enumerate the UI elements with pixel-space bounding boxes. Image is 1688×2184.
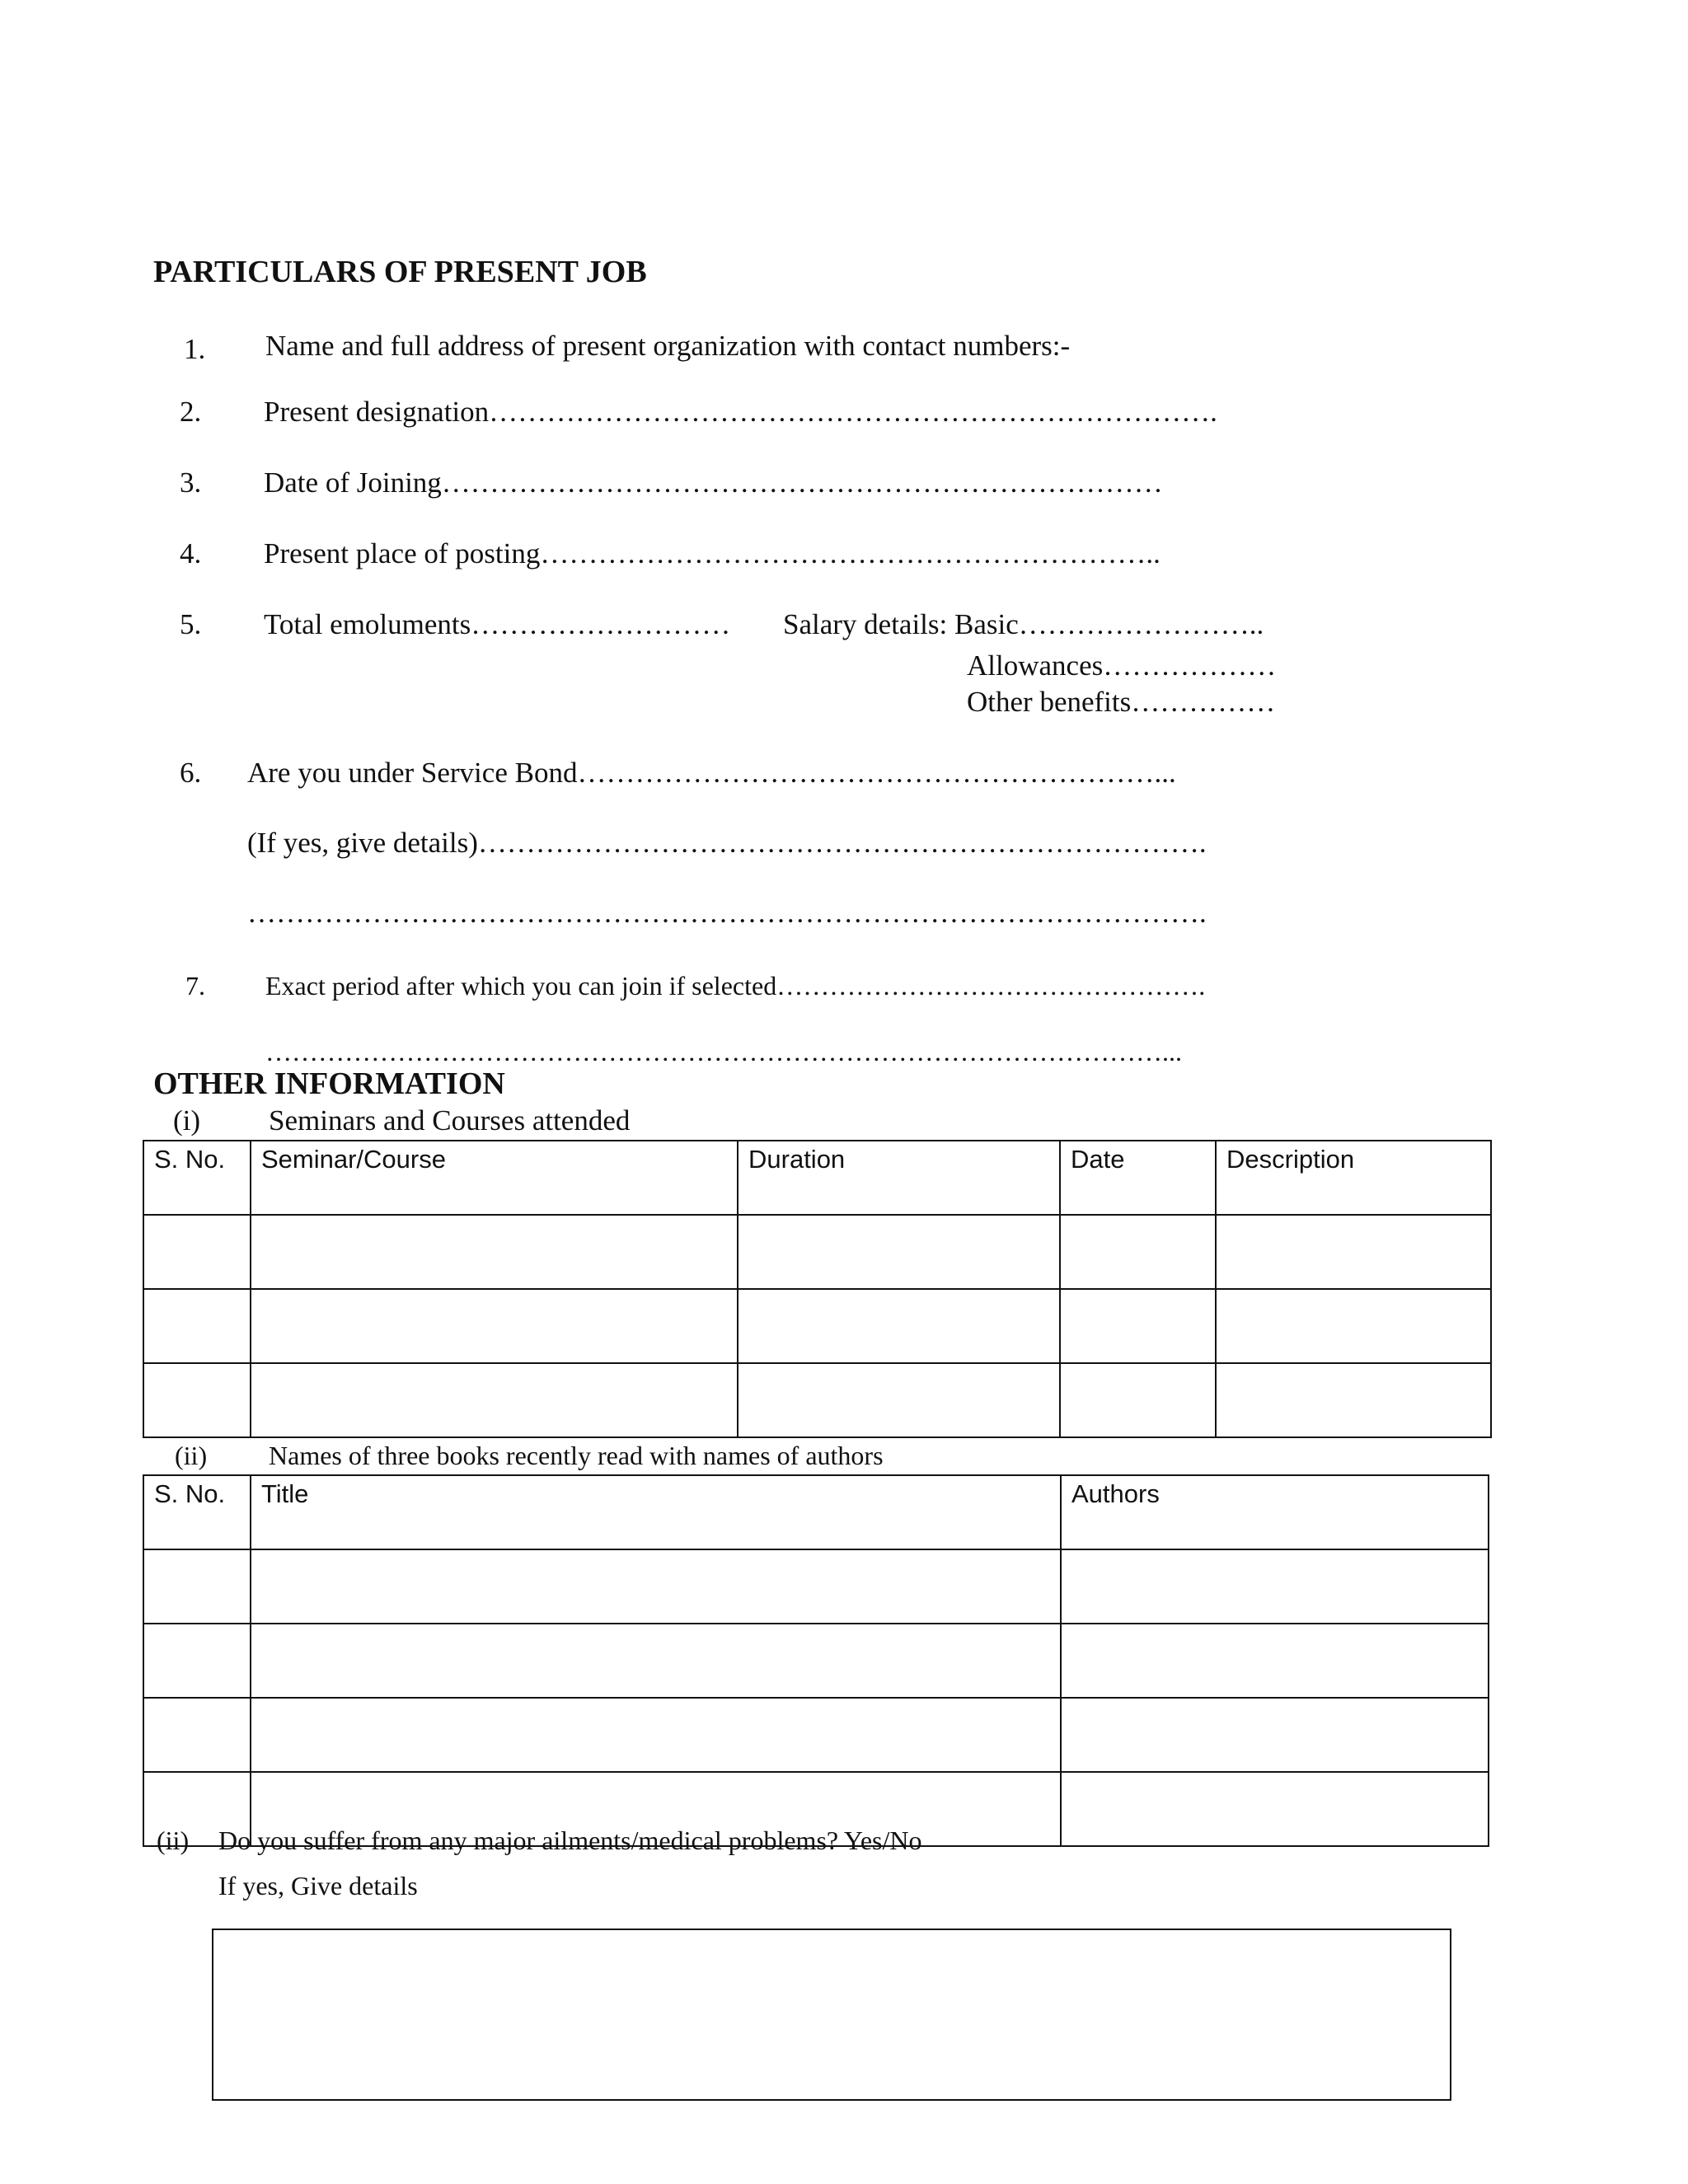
- table-row: [143, 1289, 1491, 1363]
- table-cell[interactable]: [251, 1215, 738, 1289]
- section-heading-present-job: PARTICULARS OF PRESENT JOB: [153, 255, 647, 289]
- table-cell[interactable]: [1216, 1289, 1491, 1363]
- header-seminar-course: Seminar/Course: [251, 1141, 738, 1215]
- item-6-details: (If yes, give details)………………………………………………………………….: [247, 827, 1207, 859]
- medical-question: Do you suffer from any major ailments/medical problems? Yes/No: [218, 1825, 922, 1855]
- table-cell[interactable]: [251, 1624, 1061, 1698]
- other-benefits-label: Other benefits……………: [967, 686, 1276, 718]
- books-label: Names of three books recently read with names of authors: [269, 1441, 884, 1470]
- item-7-line: …………………………………………………………………………………………...: [265, 1037, 1182, 1066]
- header-sno: S. No.: [143, 1475, 251, 1549]
- header-sno: S. No.: [143, 1141, 251, 1215]
- header-date: Date: [1060, 1141, 1216, 1215]
- table-cell[interactable]: [1061, 1772, 1489, 1846]
- table-cell[interactable]: [143, 1549, 251, 1624]
- table-cell[interactable]: [1216, 1215, 1491, 1289]
- table-cell[interactable]: [1061, 1624, 1489, 1698]
- table-cell[interactable]: [1061, 1549, 1489, 1624]
- item-6-label: Are you under Service Bond……………………………………………………...: [247, 757, 1176, 789]
- table-row: [143, 1363, 1491, 1437]
- medical-details-box[interactable]: [212, 1929, 1451, 2101]
- seminars-number: (i): [173, 1104, 201, 1137]
- salary-basic-label: Salary details: Basic……………………..: [783, 608, 1264, 640]
- table-cell[interactable]: [1061, 1698, 1489, 1772]
- item-5-number: 5.: [180, 608, 202, 640]
- table-cell[interactable]: [251, 1289, 738, 1363]
- seminars-label: Seminars and Courses attended: [269, 1104, 631, 1137]
- table-cell[interactable]: [1060, 1363, 1216, 1437]
- table-cell[interactable]: [143, 1363, 251, 1437]
- table-row: [143, 1624, 1489, 1698]
- table-cell[interactable]: [738, 1215, 1060, 1289]
- item-2-label: Present designation………………………………………………………………….: [264, 396, 1217, 428]
- item-4-number: 4.: [180, 537, 202, 569]
- table-cell[interactable]: [143, 1215, 251, 1289]
- books-table: [143, 1474, 1489, 1847]
- books-number: (ii): [175, 1441, 208, 1470]
- table-cell[interactable]: [251, 1549, 1061, 1624]
- seminars-table: [143, 1140, 1492, 1438]
- medical-number: (ii): [157, 1825, 190, 1855]
- table-cell[interactable]: [251, 1698, 1061, 1772]
- header-title: Title: [251, 1475, 1061, 1549]
- table-cell[interactable]: [738, 1289, 1060, 1363]
- table-row: [143, 1215, 1491, 1289]
- item-6-details-line: ……………………………………………………………………………………….: [247, 897, 1207, 929]
- table-cell[interactable]: [251, 1363, 738, 1437]
- table-row: [143, 1549, 1489, 1624]
- header-authors: Authors: [1061, 1475, 1489, 1549]
- table-cell[interactable]: [1060, 1289, 1216, 1363]
- item-7-label: Exact period after which you can join if selected………………………………………….: [265, 971, 1206, 1001]
- item-7-number: 7.: [185, 971, 205, 1001]
- item-4-label: Present place of posting………………………………………………………..: [264, 537, 1160, 569]
- table-cell[interactable]: [143, 1289, 251, 1363]
- section-heading-other-info: OTHER INFORMATION: [153, 1066, 505, 1101]
- item-1-number: 1.: [184, 333, 206, 365]
- item-3-number: 3.: [180, 466, 202, 499]
- table-row: [143, 1698, 1489, 1772]
- table-header-row: [143, 1141, 1491, 1215]
- table-cell[interactable]: [143, 1698, 251, 1772]
- table-cell[interactable]: [1216, 1363, 1491, 1437]
- header-description: Description: [1216, 1141, 1491, 1215]
- item-1-label: Name and full address of present organization with contact numbers:-: [265, 330, 1071, 362]
- item-3-label: Date of Joining…………………………………………………………………: [264, 466, 1163, 499]
- item-5-label: Total emoluments………………………: [264, 608, 731, 640]
- item-6-number: 6.: [180, 757, 202, 789]
- table-cell[interactable]: [738, 1363, 1060, 1437]
- table-cell[interactable]: [143, 1624, 251, 1698]
- allowances-label: Allowances………………: [967, 649, 1277, 682]
- header-duration: Duration: [738, 1141, 1060, 1215]
- table-header-row: [143, 1475, 1489, 1549]
- table-cell[interactable]: [1060, 1215, 1216, 1289]
- medical-details-label: If yes, Give details: [218, 1871, 418, 1900]
- item-2-number: 2.: [180, 396, 202, 428]
